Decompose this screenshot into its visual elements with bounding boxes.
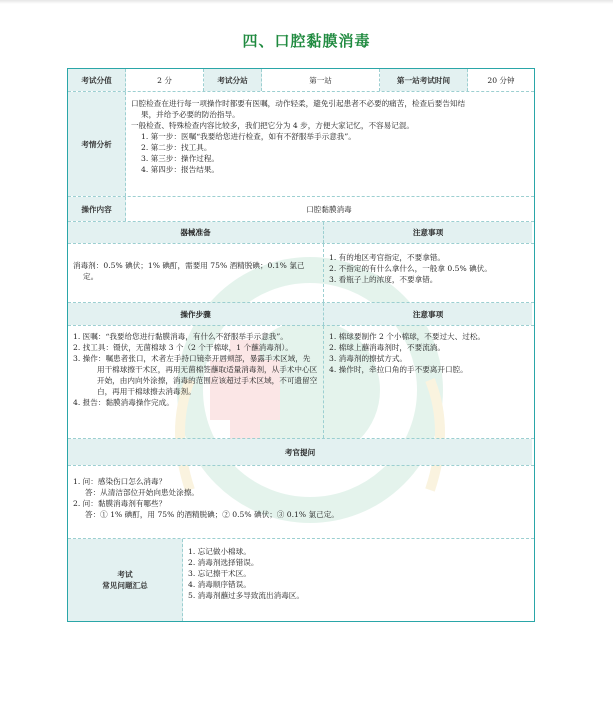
step-line: 4. 报告：黏膜消毒操作完成。 bbox=[73, 398, 174, 407]
faq-item: 1. 忘记做小棉球。 bbox=[188, 547, 251, 556]
time-label: 第一站考试时间 bbox=[380, 69, 468, 91]
step-note-line: 1. 棉球要制作 2 个小棉球，不要过大、过松。 bbox=[329, 332, 486, 341]
equip-header: 器械准备 bbox=[68, 222, 324, 243]
exam-answer: 答：从清洁部位开始向患处涂擦。 bbox=[85, 488, 199, 497]
step-line: 1. 医嘱：“我要给您进行黏膜消毒，有什么不舒服举手示意我”。 bbox=[73, 332, 288, 341]
faq-item: 4. 消毒顺序错误。 bbox=[188, 580, 251, 589]
exam-header-row bbox=[68, 439, 534, 466]
steps-notes bbox=[324, 326, 532, 438]
steps-list bbox=[68, 326, 324, 438]
analysis-row bbox=[68, 92, 534, 197]
steps-notes-header: 注意事项 bbox=[324, 303, 532, 325]
analysis-line: 3. 第三步：操作过程。 bbox=[141, 154, 220, 163]
score-label: 考试分值 bbox=[68, 69, 126, 91]
faq-label-line: 常见问题汇总 bbox=[102, 581, 148, 590]
equip-note-line: 3. 看瓶子上的浓度，不要拿错。 bbox=[329, 275, 438, 284]
analysis-content bbox=[126, 92, 532, 196]
equip-notes-header: 注意事项 bbox=[324, 222, 532, 243]
operation-row bbox=[68, 197, 534, 222]
score-value: 2 分 bbox=[126, 69, 204, 91]
step-note-line: 2. 棉球上蘸消毒剂时，不要流淌。 bbox=[329, 343, 445, 352]
equip-text: 消毒剂：0.5% 碘伏；1% 碘酊，需要用 75% 酒精脱碘；0.1% 氯己定。 bbox=[68, 244, 324, 302]
faq-label bbox=[68, 539, 183, 621]
steps-header-row bbox=[68, 303, 534, 326]
analysis-line: 果，并给予必要的防治指导。 bbox=[141, 110, 240, 119]
steps-content-row bbox=[68, 326, 534, 439]
exam-content bbox=[68, 466, 532, 538]
exam-question: 2. 问：黏膜消毒剂有哪些？ bbox=[73, 499, 167, 508]
step-line: 3. 操作：嘱患者张口，术者左手持口镜牵开唇颊部，暴露手术区域，先用干棉球擦干术区，再用无菌棉签蘸取适量消毒剂，从手术中心区开始，由内向外涂擦，消毒的范围应该超过手术区域，不可遗留空白，再用干棉球擦去消毒剂。 bbox=[73, 354, 318, 396]
step-line: 2. 找工具：镊伏，无菌棉球 3 个（2 个干棉球，1 个蘸消毒剂）。 bbox=[73, 343, 293, 352]
exam-content-row bbox=[68, 466, 534, 539]
equip-header-row bbox=[68, 222, 534, 244]
steps-header: 操作步骤 bbox=[68, 303, 324, 325]
faq-label-line: 考试 bbox=[117, 570, 133, 579]
equip-content-row bbox=[68, 244, 534, 303]
analysis-label: 考情分析 bbox=[68, 92, 126, 196]
exam-answer: 答：① 1% 碘酊，用 75% 的酒精脱碘；② 0.5% 碘伏；③ 0.1% 氯己定。 bbox=[85, 510, 339, 519]
exam-header: 考官提问 bbox=[68, 439, 532, 465]
analysis-line: 2. 第二步：找工具。 bbox=[141, 143, 212, 152]
faq-row bbox=[68, 539, 534, 621]
exam-sheet bbox=[67, 68, 535, 622]
time-value: 20 分钟 bbox=[487, 75, 515, 85]
page-top-edge bbox=[0, 0, 613, 4]
operation-value: 口腔黏膜消毒 bbox=[306, 204, 352, 214]
equip-note-line: 2. 不指定的有什么拿什么，一般拿 0.5% 碘伏。 bbox=[329, 264, 492, 273]
analysis-line: 1. 第一步：医嘱“我要给您进行检查，如有不舒服举手示意我”。 bbox=[141, 132, 356, 141]
analysis-line: 口腔检查在进行每一项操作时都要有医嘱，动作轻柔，避免引起患者不必要的痛苦，检查后要告知结 bbox=[131, 99, 466, 108]
equip-note-line: 1. 有的地区考官指定，不要拿错。 bbox=[329, 253, 445, 262]
station-value: 第一站 bbox=[262, 69, 380, 91]
analysis-line: 4. 第四步：报告结果。 bbox=[141, 165, 220, 174]
faq-item: 3. 忘记擦干术区。 bbox=[188, 569, 251, 578]
page-title: 四、口腔黏膜消毒 bbox=[242, 32, 371, 50]
step-note-line: 4. 操作时，牵拉口角的手不要离开口腔。 bbox=[329, 365, 468, 374]
info-row bbox=[68, 69, 534, 92]
faq-item: 5. 消毒剂蘸过多导致流出消毒区。 bbox=[188, 591, 304, 600]
operation-label: 操作内容 bbox=[68, 197, 126, 221]
analysis-line: 一般检查、特殊检查内容比较多，我们把它分为 4 步，方便大家记忆，不容易记混。 bbox=[131, 121, 415, 130]
equip-notes bbox=[324, 244, 532, 302]
step-note-line: 3. 消毒剂的擦拭方式。 bbox=[329, 354, 408, 363]
faq-item: 2. 消毒剂选择错误。 bbox=[188, 558, 259, 567]
exam-question: 1. 问：感染伤口怎么消毒？ bbox=[73, 477, 167, 486]
faq-list bbox=[183, 539, 532, 621]
station-label: 考试分站 bbox=[204, 69, 262, 91]
